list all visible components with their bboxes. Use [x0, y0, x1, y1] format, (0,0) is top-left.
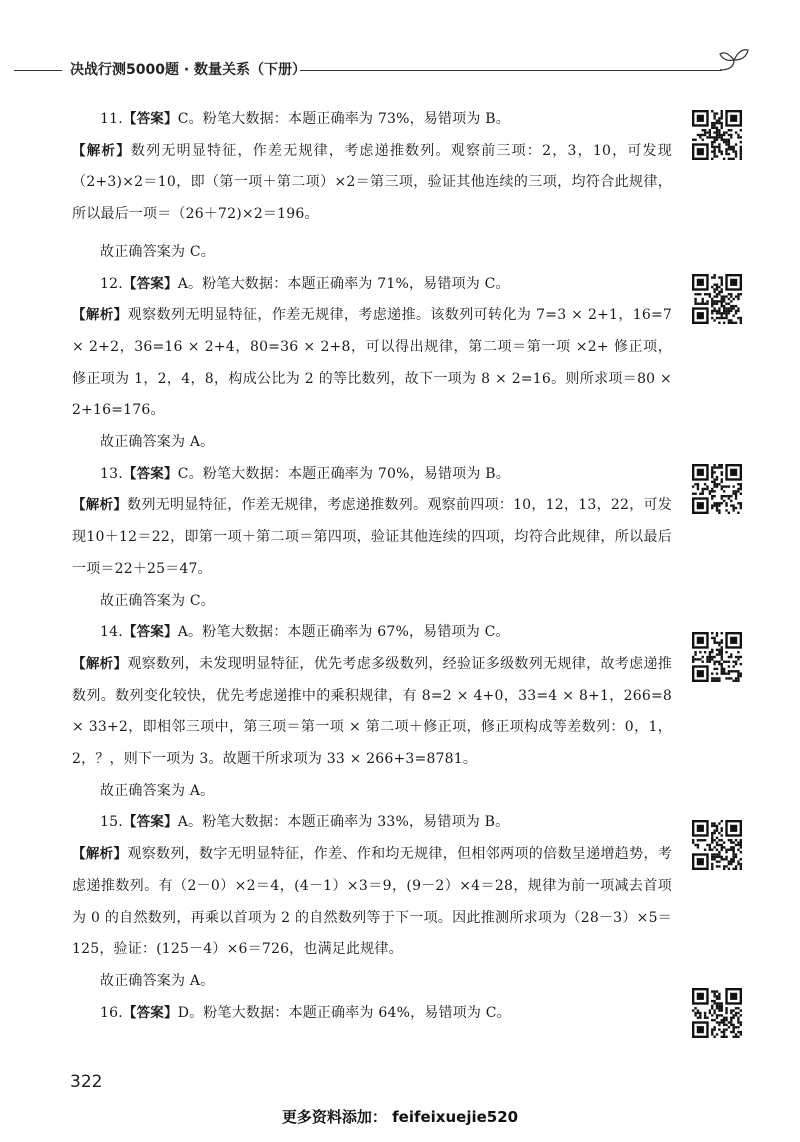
answer-line-15: 15.【答案】A。粉笔大数据：本题正确率为 33%，易错项为 B。	[100, 814, 510, 831]
conclusion-11: 故正确答案为 C。	[100, 243, 215, 260]
analysis-15: 【解析】观察数列，数字无明显特征，作差、作和均无规律，但相邻两项的倍数呈递增趋势，考虑递推数列。有（2－0）×2＝4，(4－1）×3＝9，(9－2）×4＝28，规律为前一项减去首项为 0 的自然数列，再乘以首项为 2 的自然数列等于下一项。因此推测所求项为（28－3）×5＝125，验证：(125－4）×6＝726，也满足此规律。	[72, 846, 672, 958]
qr-code-icon	[692, 820, 742, 870]
analysis-12: 【解析】观察数列无明显特征，作差无规律，考虑递推。该数列可转化为 7=3 × 2+1，16=7 × 2+2，36=16 × 2+4，80=36 × 2+8，可以得出规律，第二项＝第一项 ×2+ 修正项，修正项为 1，2，4，8，构成公比为 2 的等比数列，故下一项为 8 × 2=16。则所求项＝80 × 2+16=176。	[72, 307, 672, 419]
qr-code-12[interactable]	[692, 274, 742, 324]
qr-code-16[interactable]	[692, 988, 742, 1038]
book-title: 决战行测5000题 · 数量关系（下册）	[70, 62, 307, 78]
answer-tag: 【答案】	[122, 1004, 178, 1021]
answer-tag: 【答案】	[122, 624, 178, 641]
answer-line-16: 16.【答案】D。粉笔大数据：本题正确率为 64%，易错项为 C。	[100, 1004, 511, 1021]
answer-line-12: 12.【答案】A。粉笔大数据：本题正确率为 71%，易错项为 C。	[100, 275, 510, 292]
footer-note: 更多资料添加： feifeixuejie520	[281, 1108, 519, 1126]
analysis-tag: 【解析】	[72, 497, 128, 514]
qr-code-11[interactable]	[692, 110, 742, 160]
header-rule-left	[14, 70, 62, 71]
sprout-icon	[716, 46, 752, 76]
analysis-tag: 【解析】	[72, 307, 128, 324]
conclusion-13: 故正确答案为 C。	[100, 592, 215, 609]
answer-line-14: 14.【答案】A。粉笔大数据：本题正确率为 67%，易错项为 C。	[100, 624, 510, 641]
qr-code-icon	[692, 110, 742, 160]
header-rule-right	[300, 70, 722, 71]
conclusion-14: 故正确答案为 A。	[100, 782, 215, 799]
analysis-13: 【解析】数列无明显特征，作差无规律，考虑递推数列。观察前四项：10，12，13，22，可发现10＋12＝22，即第一项＋第二项＝第四项，验证其他连续的四项，均符合此规律，所以最后一项＝22＋25＝47。	[72, 497, 672, 577]
analysis-tag: 【解析】	[72, 142, 131, 159]
answer-tag: 【答案】	[122, 814, 178, 831]
qr-code-icon	[692, 464, 742, 514]
qr-code-14[interactable]	[692, 632, 742, 682]
qr-code-icon	[692, 988, 742, 1038]
analysis-11: 【解析】数列无明显特征，作差无规律，考虑递推数列。观察前三项：2，3，10，可发现（2+3)×2＝10，即（第一项＋第二项）×2＝第三项，验证其他连续的三项，均符合此规律，所以最后一项＝（26＋72)×2＝196。	[72, 142, 672, 223]
conclusion-12: 故正确答案为 A。	[100, 434, 215, 451]
answer-line-13: 13.【答案】C。粉笔大数据：本题正确率为 70%，易错项为 B。	[100, 465, 510, 482]
answer-tag: 【答案】	[122, 275, 178, 292]
analysis-14: 【解析】观察数列，未发现明显特征，优先考虑多级数列，经验证多级数列无规律，故考虑递推数列。数列变化较快，优先考虑递推中的乘积规律，有 8=2 × 4+0，33=4 × 8+1，266=8 × 33+2，即相邻三项中，第三项＝第一项 × 第二项＋修正项，修正项构成等差数列：0，1，2，？，则下一项为 3。故题干所求项为 33 × 266+3=8781。	[72, 655, 672, 768]
answer-tag: 【答案】	[122, 465, 178, 482]
qr-code-icon	[692, 632, 742, 682]
qr-code-13[interactable]	[692, 464, 742, 514]
analysis-tag: 【解析】	[72, 846, 128, 863]
running-header	[0, 58, 800, 82]
analysis-tag: 【解析】	[72, 655, 128, 672]
answer-line-11: 11.【答案】C。粉笔大数据：本题正确率为 73%，易错项为 B。	[100, 111, 510, 127]
conclusion-15: 故正确答案为 A。	[100, 972, 215, 989]
qr-code-15[interactable]	[692, 820, 742, 870]
solutions-body	[72, 104, 672, 1029]
page-number: 322	[70, 1072, 103, 1092]
answer-tag: 【答案】	[122, 111, 178, 127]
qr-code-icon	[692, 274, 742, 324]
